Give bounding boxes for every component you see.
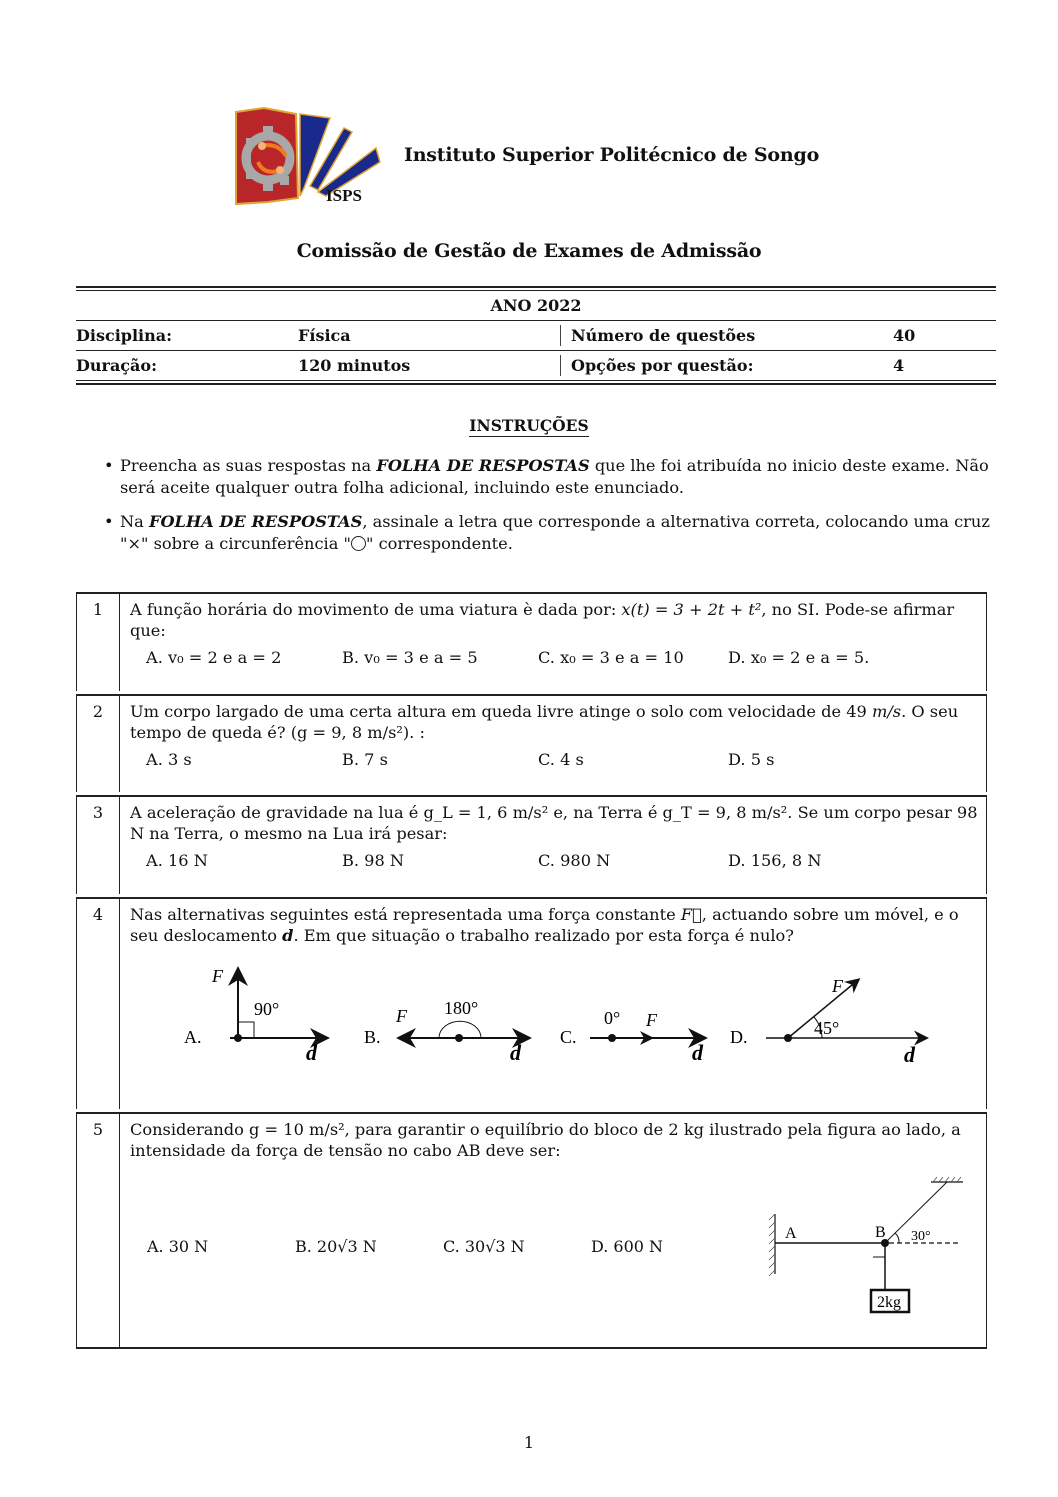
option-b: B. 20√3 N <box>295 1237 377 1256</box>
discipline-label: Disciplina: <box>76 326 173 345</box>
options <box>130 850 986 871</box>
question-5 <box>76 1112 987 1349</box>
question-number: 4 <box>77 899 120 1109</box>
bullet-icon: • <box>104 456 114 475</box>
exam-year: ANO 2022 <box>490 296 582 315</box>
question-number: 2 <box>77 696 120 792</box>
diagram-label: A. <box>184 1027 202 1047</box>
angle-label: 90° <box>254 999 280 1019</box>
label-a: A <box>785 1225 797 1242</box>
label-b: B <box>875 1224 886 1241</box>
commission-title: Comissão de Gestão de Exames de Admissão <box>296 240 762 262</box>
option-c: C. 980 N <box>538 851 611 870</box>
bullet-icon: • <box>104 512 114 531</box>
question-emphasis: d <box>282 926 294 945</box>
question-count-label: Número de questões <box>560 325 893 346</box>
duration-value: 120 minutos <box>298 356 411 375</box>
instructions-heading <box>0 416 1058 435</box>
diagram-c <box>560 1008 704 1065</box>
question-text: Considerando g = 10 m/s², para garantir o equilíbrio do bloco de 2 kg ilustrado pela figura ao lado, a intensidade da força de tensão no cabo AB deve ser: <box>130 1120 961 1160</box>
displacement-label: d <box>904 1042 915 1067</box>
diagram-label: D. <box>730 1027 748 1047</box>
force-label: F⃗ <box>396 1006 421 1026</box>
force-label: F⃗ <box>646 1010 671 1030</box>
diagram-b <box>364 998 528 1065</box>
page-number: 1 <box>523 1433 535 1452</box>
ceiling-hatch <box>933 1177 961 1182</box>
question-text: Nas alternativas seguintes está representada uma força constante <box>130 905 681 924</box>
instruction-text: Preencha as suas respostas na <box>120 456 377 475</box>
question-text: A função horária do movimento de uma viatura è dada por: <box>130 600 622 619</box>
instruction-emphasis: FOLHA DE RESPOSTAS <box>148 512 363 531</box>
option-d: D. 5 s <box>728 750 775 769</box>
info-row <box>76 321 996 351</box>
circle-icon <box>351 536 366 551</box>
instruction-item <box>104 455 994 499</box>
divider <box>76 380 996 385</box>
option-d: D. 156, 8 N <box>728 851 822 870</box>
option-b: B. 98 N <box>342 851 405 870</box>
questions-table <box>76 592 987 1352</box>
option-d: D. x₀ = 2 e a = 5. <box>728 648 870 667</box>
question-text: . Em que situação o trabalho realizado por esta força é nulo? <box>293 926 794 945</box>
options <box>147 1237 739 1256</box>
question-count-value: 40 <box>893 326 916 345</box>
question-text: Um corpo largado de uma certa altura em queda livre atinge o solo com velocidade de 49 <box>130 702 872 721</box>
option-b: B. 7 s <box>342 750 388 769</box>
wall-hatch <box>769 1214 775 1276</box>
angle-label: 30° <box>911 1229 931 1244</box>
options <box>130 647 986 668</box>
option-c: C. 4 s <box>538 750 584 769</box>
instruction-item <box>104 511 994 555</box>
question-number: 1 <box>77 594 120 691</box>
option-a: A. 30 N <box>147 1237 209 1256</box>
instruction-emphasis: FOLHA DE RESPOSTAS <box>376 456 590 475</box>
instruction-text: " correspondente. <box>365 534 513 553</box>
instruction-text: Na <box>120 512 149 531</box>
displacement-label: d <box>510 1040 521 1065</box>
info-row <box>76 351 996 380</box>
diagram-d <box>730 976 926 1067</box>
question-1 <box>76 592 987 691</box>
option-d: D. 600 N <box>591 1237 664 1256</box>
exam-year-row <box>76 291 996 321</box>
point <box>784 1034 792 1042</box>
displacement-label: d <box>306 1040 317 1065</box>
angle-arc <box>895 1233 899 1243</box>
question-text: . O seu tempo de queda é? (g = 9, 8 m/s²). : <box>130 702 959 742</box>
angle-label: 180° <box>444 998 479 1018</box>
force-diagrams <box>174 960 974 1080</box>
institution-name: Instituto Superior Politécnico de Songo <box>404 144 820 166</box>
instructions-list <box>104 455 994 567</box>
question-4 <box>76 897 987 1109</box>
option-a: A. 3 s <box>146 750 192 769</box>
options <box>130 749 986 770</box>
option-c: C. x₀ = 3 e a = 10 <box>538 648 684 667</box>
question-text: A aceleração de gravidade na lua é g_L = 1, 6 m/s² e, na Terra é g_T = 9, 8 m/s². Se um corpo pesar 98 N na Terra, o mesmo na Lua irá pesar: <box>130 803 978 843</box>
equilibrium-diagram <box>767 1174 967 1334</box>
question-math: F⃗ <box>680 905 702 924</box>
instruction-text: que lhe foi atribuída no inicio deste exame. Não será aceite qualquer outra folha adicional, incluindo este enunciado. <box>120 456 989 497</box>
option-b: B. v₀ = 3 e a = 5 <box>342 648 478 667</box>
displacement-label: d <box>692 1040 703 1065</box>
option-c: C. 30√3 N <box>443 1237 525 1256</box>
question-text: , actuando sobre um móvel, e o seu deslocamento <box>130 905 959 945</box>
force-label: F⃗ <box>832 976 857 996</box>
mass-label: 2kg <box>877 1294 901 1311</box>
discipline-value: Física <box>298 326 351 345</box>
diagram-a <box>184 966 326 1065</box>
duration-label: Duração: <box>76 356 157 375</box>
instructions-title: INSTRUÇÕES <box>469 416 589 435</box>
angle-label: 45° <box>814 1018 840 1038</box>
question-math: x(t) = 3 + 2t + t² <box>621 600 762 619</box>
isps-logo <box>234 106 384 206</box>
diagram-label: B. <box>364 1027 381 1047</box>
point <box>455 1034 463 1042</box>
force-label: F⃗ <box>212 966 237 986</box>
point <box>608 1034 616 1042</box>
logo-text: ISPS <box>326 186 362 205</box>
question-number: 3 <box>77 797 120 894</box>
question-3 <box>76 795 987 894</box>
instruction-text: , assinale a letra que corresponde a alternativa correta, colocando uma cruz "×" sobre a circunferência " <box>120 512 990 553</box>
diagram-label: C. <box>560 1027 577 1047</box>
point <box>234 1034 242 1042</box>
option-a: A. v₀ = 2 e a = 2 <box>146 648 282 667</box>
question-2 <box>76 694 987 792</box>
question-math: m/s <box>871 702 902 721</box>
option-a: A. 16 N <box>146 851 208 870</box>
exam-info-table <box>76 286 996 385</box>
question-number: 5 <box>77 1114 120 1347</box>
options-per-question-label: Opções por questão: <box>560 355 893 376</box>
options-per-question-value: 4 <box>893 356 905 375</box>
question-text: , no SI. Pode-se afirmar que: <box>130 600 955 640</box>
angle-label: 0° <box>604 1008 621 1028</box>
